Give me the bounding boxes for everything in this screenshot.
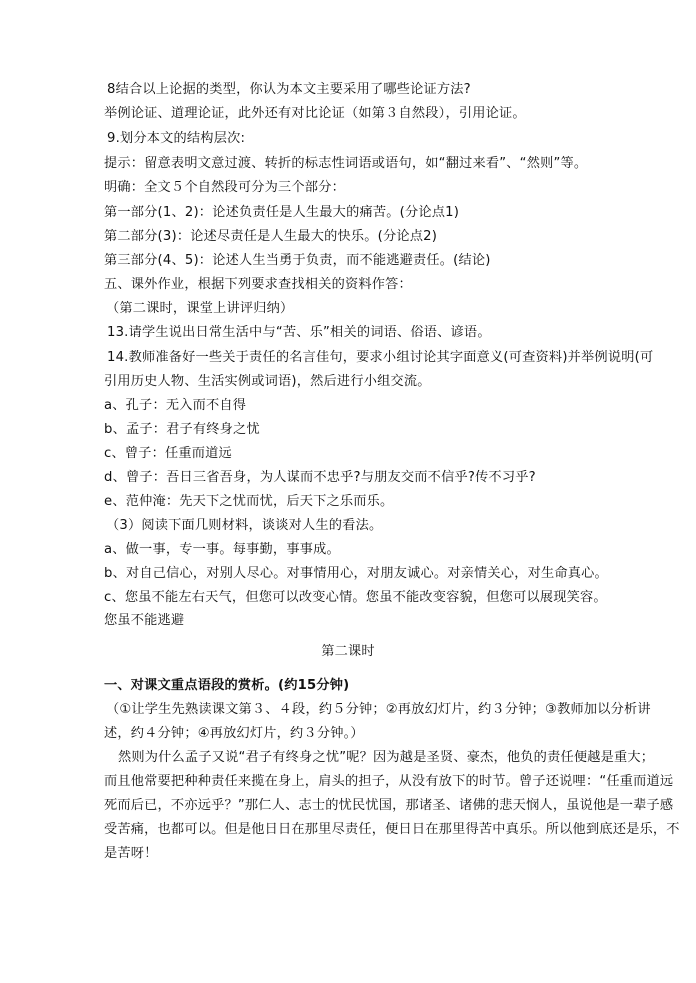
- section-heading: 一、对课文重点语段的赏析。(约15分钟): [104, 678, 350, 693]
- text-line: 引用历史人物、生活实例或词语)，然后进行小组交流。: [104, 374, 431, 389]
- text-line: d、曾子：吾日三省吾身，为人谋而不忠乎?与朋友交而不信乎?传不习乎?: [104, 470, 536, 485]
- text-line: 举例论证、道理论证，此外还有对比论证（如第３自然段），引用论证。: [104, 106, 526, 121]
- text-line: b、孟子：君子有终身之忧: [104, 422, 260, 437]
- text-line: 9.划分本文的结构层次:: [107, 131, 246, 146]
- text-line: c、您虽不能左右天气，但您可以改变心情。您虽不能改变容貌，但您可以展现笑容。: [104, 590, 607, 605]
- text-line: a、孔子：无入而不自得: [104, 398, 247, 413]
- text-line: b、对自己信心，对别人尽心。对事情用心，对朋友诚心。对亲情关心，对生命真心。: [104, 566, 608, 581]
- body-line: 述，约４分钟；④再放幻灯片，约３分钟。）: [104, 726, 364, 741]
- body-line: 受苦痛，也都可以。但是他日日在那里尽责任，便日日在那里得苦中真乐。所以他到底还是乐，不: [104, 822, 680, 837]
- text-line: 14.教师准备好一些关于责任的名言佳句，要求小组讨论其字面意义(可查资料)并举例说明(可: [107, 350, 654, 365]
- text-line: 提示：留意表明文意过渡、转折的标志性词语或语句，如“翻过来看”、“然则”等。: [104, 156, 588, 171]
- body-line: 是苦呀！: [104, 846, 158, 861]
- text-line: e、范仲淹：先天下之忧而忧，后天下之乐而乐。: [104, 494, 394, 509]
- text-line: 明确：全文５个自然段可分为三个部分：: [104, 180, 345, 195]
- text-line: 第二部分(3)：论述尽责任是人生最大的快乐。(分论点2): [104, 229, 438, 244]
- text-line: 您虽不能逃避: [104, 613, 185, 628]
- text-line: 第三部分(4、5)：论述人生当勇于负责，而不能逃避责任。(结论): [104, 253, 491, 268]
- body-line: 而且他常要把种种责任来揽在身上，肩头的担子，从没有放下的时节。曾子还说哩：“任重而道远: [104, 774, 674, 789]
- text-line: 第一部分(1、2)：论述负责任是人生最大的痛苦。(分论点1): [104, 205, 460, 220]
- lesson-title: 第二课时: [321, 644, 375, 659]
- text-line: （3）阅读下面几则材料，谈谈对人生的看法。: [106, 518, 383, 533]
- body-line: （①让学生先熟读课文第３、４段，约５分钟；②再放幻灯片，约３分钟；③教师加以分析讲: [106, 702, 651, 717]
- text-line: a、做一事，专一事。每事勤，事事成。: [104, 542, 340, 557]
- text-line: 五、课外作业，根据下列要求查找相关的资料作答：: [104, 277, 412, 292]
- text-line: c、曾子：任重而道远: [104, 446, 232, 461]
- text-line: 13.请学生说出日常生活中与“苦、乐”相关的词语、俗语、谚语。: [107, 325, 491, 340]
- text-line: 8结合以上论据的类型，你认为本文主要采用了哪些论证方法?: [107, 82, 471, 97]
- body-line: 死而后已，不亦远乎？”那仁人、志士的忧民忧国，那诸圣、诸佛的悲天悯人，虽说他是一辈子感: [104, 798, 674, 813]
- text-line: （第二课时，课堂上讲评归纳）: [106, 301, 294, 316]
- body-line: 然则为什么孟子又说“君子有终身之忧”呢？因为越是圣贤、豪杰，他负的责任便越是重大；: [118, 750, 655, 765]
